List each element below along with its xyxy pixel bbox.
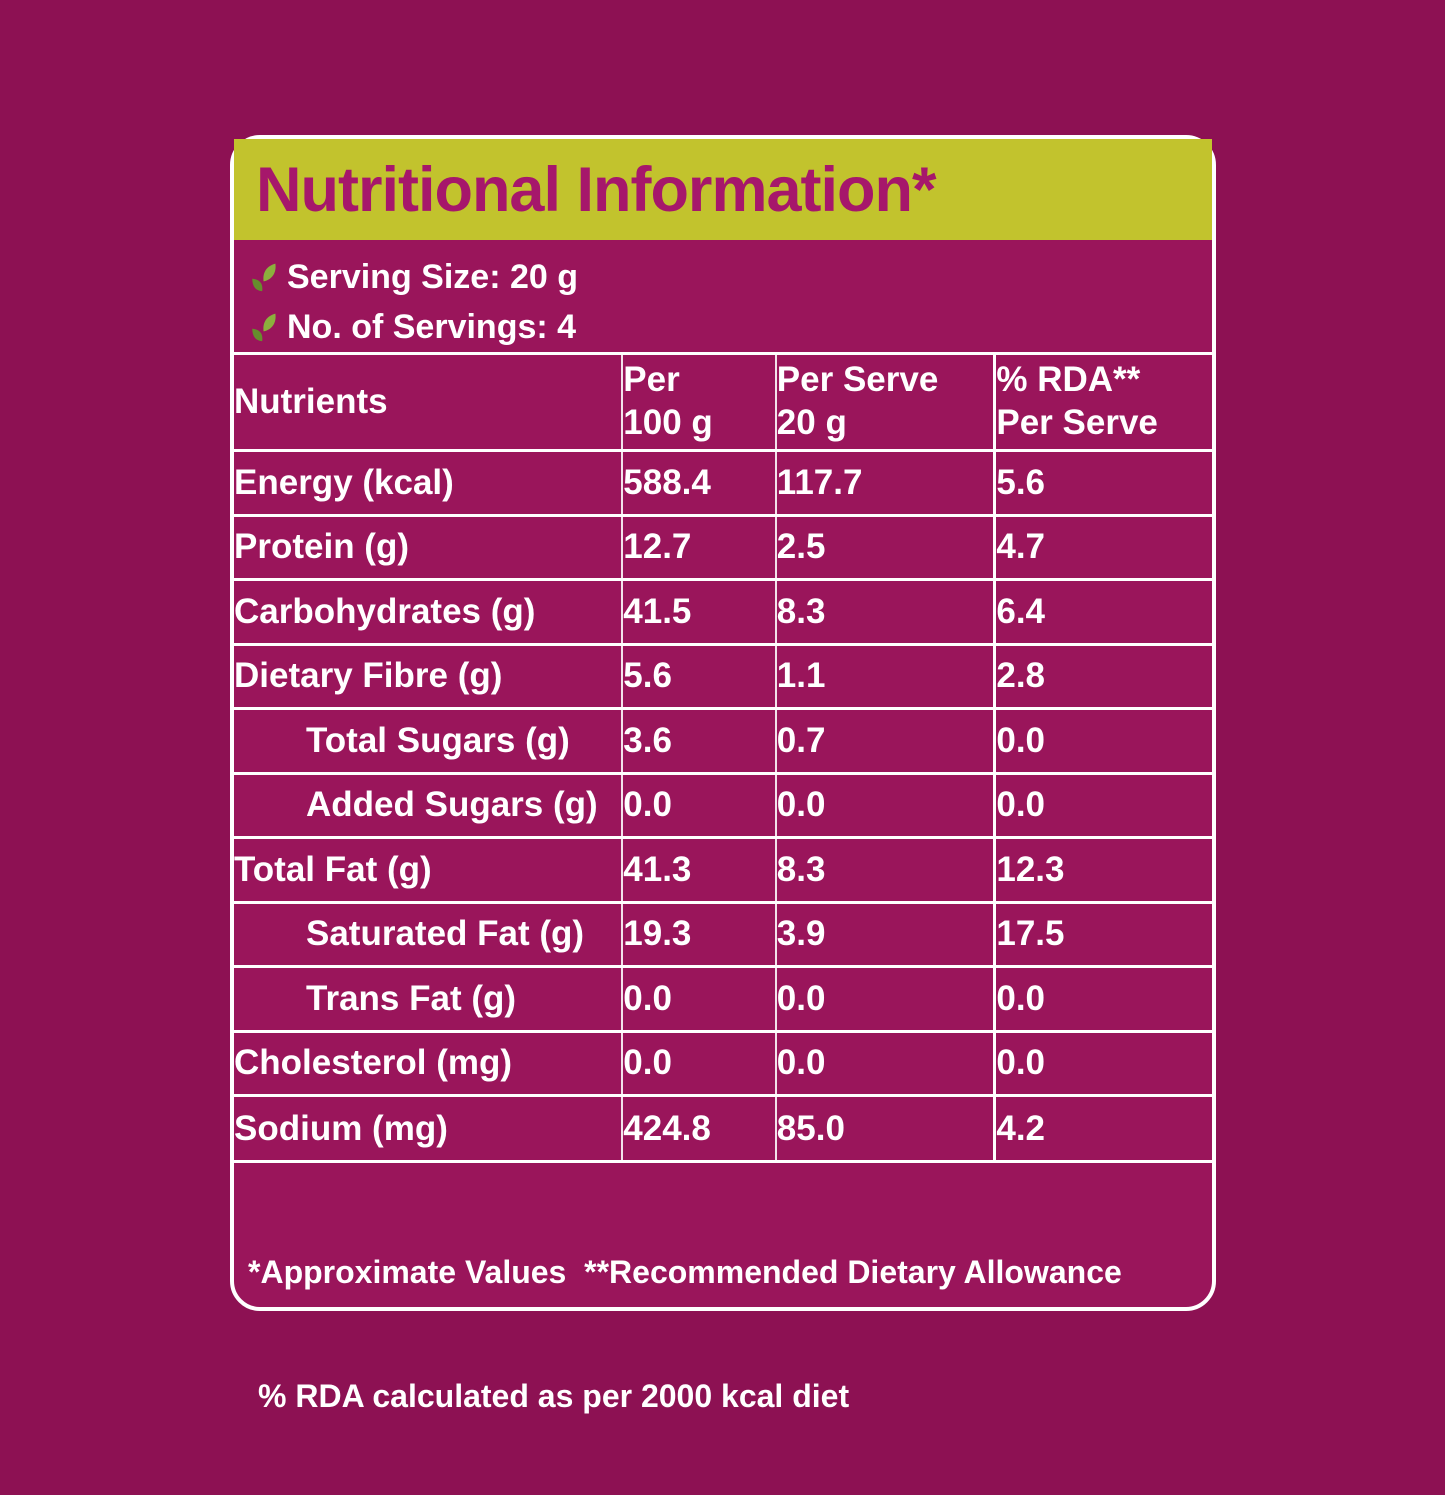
leaf-icon [252,263,276,292]
nutrient-name: Added Sugars (g) [234,773,622,838]
nutrient-name: Dietary Fibre (g) [234,644,622,709]
nutrient-name: Total Fat (g) [234,838,622,903]
per-100g-value: 3.6 [622,709,776,774]
page-title: Nutritional Information* [256,154,936,225]
per-serve-value: 8.3 [776,580,995,645]
column-header-label: % RDA** [996,360,1141,400]
table-row-protein [234,515,1212,580]
rda-value: 2.8 [995,644,1212,709]
per-100g-value: 0.0 [622,773,776,838]
serving-size-line [252,252,1212,302]
table-row-added-sugars [234,773,1212,838]
nutrient-name: Sodium (mg) [234,1096,622,1161]
per-serve-value: 117.7 [776,451,995,516]
per-100g-value: 19.3 [622,902,776,967]
rda-value: 4.2 [995,1096,1212,1161]
nutrition-table [234,352,1212,1160]
column-header-label: 20 g [776,403,847,442]
column-header-label: Per [623,360,680,400]
table-row-trans-fat [234,967,1212,1032]
per-100g-value: 424.8 [622,1096,776,1161]
per-serve-value: 0.0 [776,1031,995,1096]
per-100g-value: 588.4 [622,451,776,516]
rda-value: 5.6 [995,451,1212,516]
per-100g-value: 41.3 [622,838,776,903]
per-serve-value: 8.3 [776,838,995,903]
per-serve-value: 1.1 [776,644,995,709]
nutrient-name: Saturated Fat (g) [234,902,622,967]
nutrient-name: Carbohydrates (g) [234,580,622,645]
rda-value: 17.5 [995,902,1212,967]
per-100g-value: 0.0 [622,967,776,1032]
table-row-saturated-fat [234,902,1212,967]
per-serve-value: 0.7 [776,709,995,774]
table-row-energy [234,451,1212,516]
per-serve-value: 2.5 [776,515,995,580]
per-serve-value: 3.9 [776,902,995,967]
servings-count-line [252,302,1212,352]
per-100g-value: 41.5 [622,580,776,645]
table-row-total-sugars [234,709,1212,774]
column-header-rda [995,354,1212,451]
header-band [234,139,1212,240]
table-row-carbohydrates [234,580,1212,645]
leaf-icon [252,313,276,342]
per-serve-value: 0.0 [776,773,995,838]
table-header-row [234,354,1212,451]
footnote-rda-basis: % RDA calculated as per 2000 kcal diet [258,1378,850,1414]
column-header-label: 100 g [623,403,713,442]
per-100g-value: 5.6 [622,644,776,709]
footnote-approximate-values: *Approximate Values **Recommended Dietary Allowance [248,1254,1122,1290]
column-header-nutrients [234,354,622,451]
servings-count-text: No. of Servings: 4 [287,307,577,346]
nutrient-name: Protein (g) [234,515,622,580]
table-row-sodium [234,1096,1212,1161]
rda-value: 0.0 [995,773,1212,838]
rda-value: 12.3 [995,838,1212,903]
nutrition-panel [230,135,1216,1414]
table-row-total-fat [234,838,1212,903]
column-header-per-100g [622,354,776,451]
nutrient-name: Energy (kcal) [234,451,622,516]
per-serve-value: 0.0 [776,967,995,1032]
serving-size-text: Serving Size: 20 g [287,257,578,296]
rda-value: 4.7 [995,515,1212,580]
table-row-cholesterol [234,1031,1212,1096]
rda-value: 0.0 [995,709,1212,774]
per-100g-value: 12.7 [622,515,776,580]
per-100g-value: 0.0 [622,1031,776,1096]
table-row-dietary-fibre [234,644,1212,709]
nutrient-name: Trans Fat (g) [234,967,622,1032]
nutrient-name: Total Sugars (g) [234,709,622,774]
rda-value: 6.4 [995,580,1212,645]
per-serve-value: 85.0 [776,1096,995,1161]
serving-info [234,240,1212,352]
rda-value: 0.0 [995,1031,1212,1096]
column-header-per-serve [776,354,995,451]
rda-value: 0.0 [995,967,1212,1032]
nutrient-name: Cholesterol (mg) [234,1031,622,1096]
column-header-label: Nutrients [234,381,388,421]
column-header-label: Per Serve [996,403,1158,442]
column-header-label: Per Serve [776,360,939,400]
footnotes [234,1160,1212,1495]
